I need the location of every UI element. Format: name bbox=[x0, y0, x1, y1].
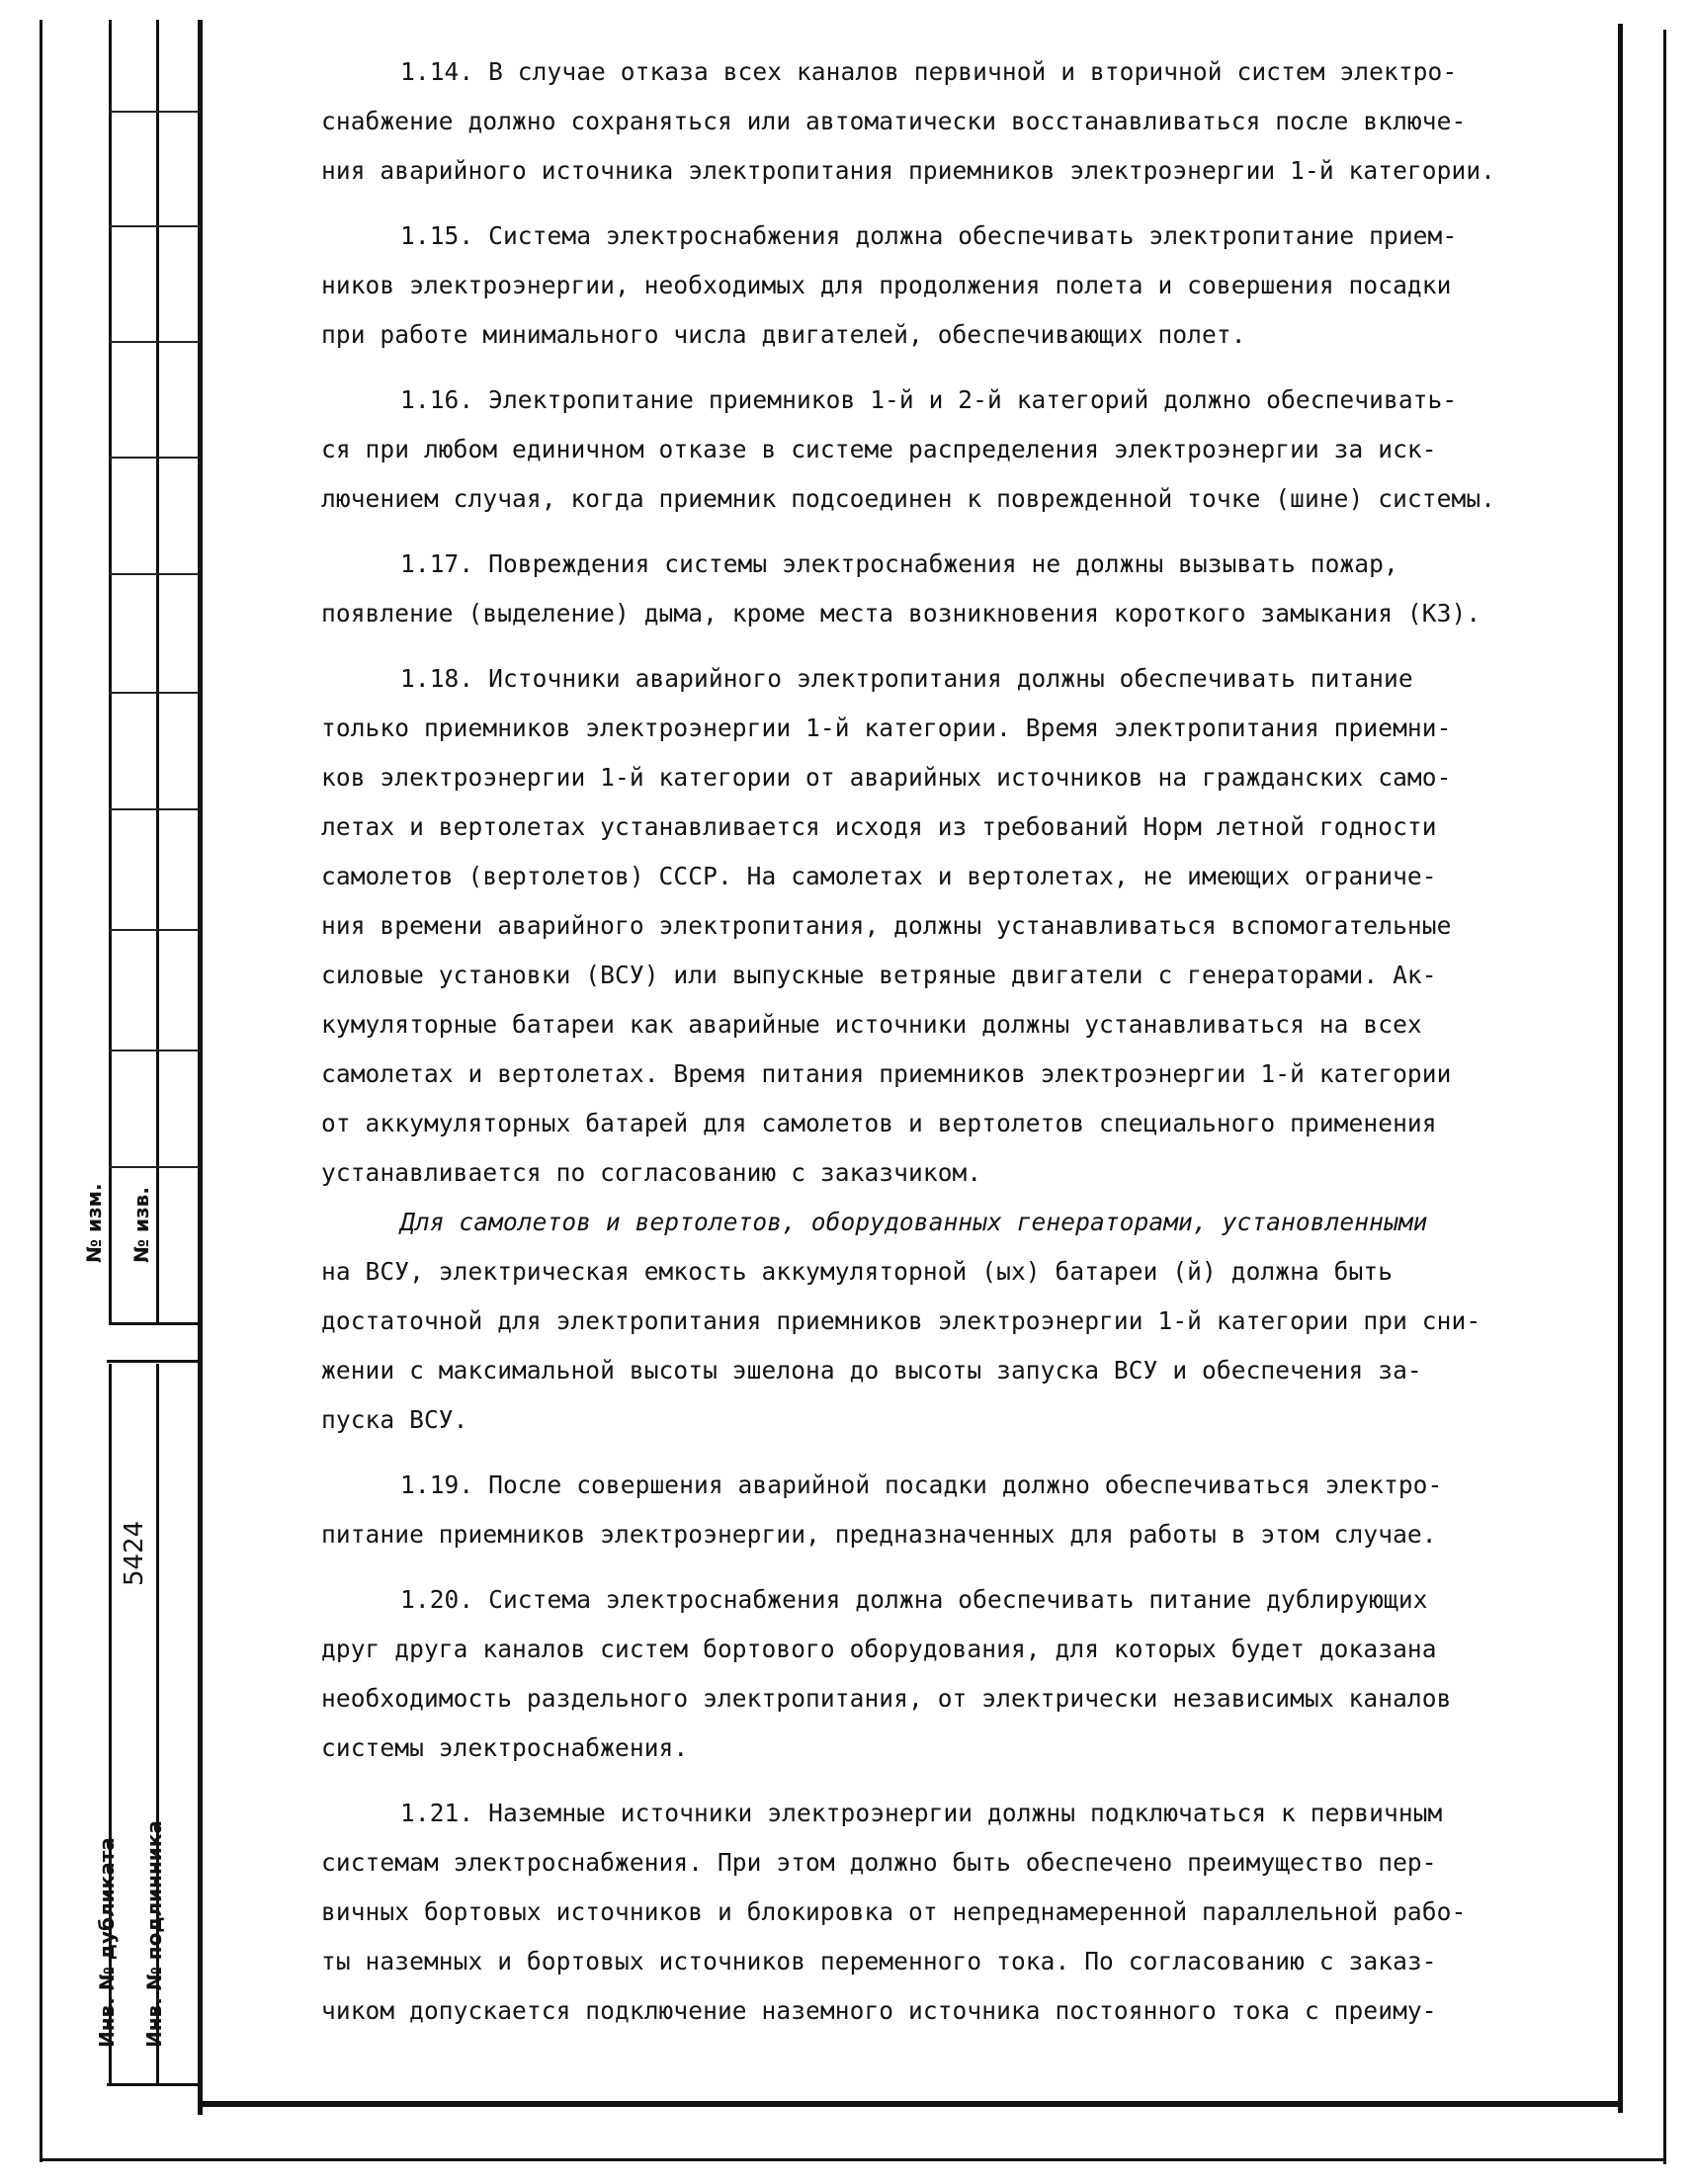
frame-line bbox=[109, 1322, 202, 1325]
paragraph-1-15: 1.15. Система электроснабжения должна обеспечивать электропитание прием- ников электроэнергии, необходимых для продолжения полета и совершения посадки при работе минимального числа двигателей, обеспечивающих полет. bbox=[321, 221, 1458, 349]
sidebar-divider bbox=[109, 808, 200, 810]
label-izv: № изв. bbox=[129, 1187, 153, 1263]
paragraph-1-19: 1.19. После совершения аварийной посадки должно обеспечиваться электро- питание приемников электроэнергии, предназначенных для работы в этом случае. bbox=[321, 1470, 1443, 1549]
paragraph-1-18-continued: Для самолетов и вертолетов, оборудованных генераторами, установленными на ВСУ, электрическая емкость аккумуляторной (ых) батареи (й) должна быть достаточной для электропитания приемников электроэнергии 1-й категории при сни- жении с максимальной высоты эшелона до высоты запуска ВСУ и обеспечения за- пуска ВСУ. bbox=[321, 1208, 1481, 1434]
sidebar-divider bbox=[109, 929, 200, 931]
sidebar-divider bbox=[109, 1166, 200, 1168]
frame-line bbox=[107, 1360, 202, 1363]
frame-line bbox=[109, 20, 112, 1322]
sidebar-divider bbox=[109, 111, 200, 113]
sidebar-divider bbox=[109, 692, 200, 694]
label-inv-dubl: Инв. № дубликата bbox=[95, 1837, 119, 2048]
paragraph-1-14: 1.14. В случае отказа всех каналов первичной и вторичной систем электро- снабжение должно сохраняться или автоматически восстанавливаться после включе- ния аварийного источника электропитания приемников электроэнергии 1-й категории. bbox=[321, 57, 1496, 185]
sidebar-divider bbox=[109, 1050, 200, 1051]
frame-line bbox=[107, 2083, 202, 2086]
paragraph-1-16: 1.16. Электропитание приемников 1-й и 2-й категорий должно обеспечивать- ся при любом единичном отказе в системе распределения электроэнергии за иск- лючением случая, когда приемник подсоединен к поврежденной точке (шине) системы. bbox=[321, 385, 1496, 513]
paragraph-1-20: 1.20. Система электроснабжения должна обеспечивать питание дублирующих друг друга каналов систем бортового оборудования, для которых будет доказана необходимость раздельного электропитания, от электрически независимых каналов системы электроснабжения. bbox=[321, 1585, 1452, 1762]
sidebar-divider bbox=[109, 457, 200, 459]
sidebar-divider bbox=[109, 341, 200, 343]
frame-line bbox=[156, 20, 159, 1322]
label-inv-podl: Инв. № подлинника bbox=[142, 1820, 166, 2048]
paragraph-1-21: 1.21. Наземные источники электроэнергии должны подключаться к первичным системам электроснабжения. При этом должно быть обеспечено преимущество пер- вичных бортовых источников и блокировка от непреднамеренной параллельной рабо- ты наземных и бортовых источников переменного тока. По согласованию с заказ- чиком допускается подключение наземного источника постоянного тока с преиму- bbox=[321, 1799, 1467, 2025]
sidebar-divider bbox=[109, 225, 200, 227]
sidebar-divider bbox=[109, 573, 200, 575]
paragraph-1-18: 1.18. Источники аварийного электропитания должны обеспечивать питание только приемников электроэнергии 1-й категории. Время электропитания приемни- ков электроэнергии 1-й категории от аварийных источников на гражданских само- летах и вертолетах устанавливается исходя из требований Норм летной годности самолетов (вертолетов) СССР. На самолетах и вертолетах, не имеющих ограниче- ния времени аварийного электропитания, должны устанавливаться вспомогательные силовые установки (ВСУ) или выпускные ветряные двигатели с генераторами. Ак- кумуляторные батареи как аварийные источники должны устанавливаться на всех самолетах и вертолетах. Время питания приемников электроэнергии 1-й категории от аккумуляторных батарей для самолетов и вертолетов специального применения устанавливается по согласованию с заказчиком. bbox=[321, 664, 1452, 1187]
paragraph-1-17: 1.17. Повреждения системы электроснабжения не должны вызывать пожар, появление (выделение) дыма, кроме места возникновения короткого замыкания (КЗ). bbox=[321, 549, 1481, 628]
frame-line bbox=[198, 20, 203, 2115]
frame-line bbox=[1618, 24, 1623, 2113]
frame-line bbox=[40, 2158, 1666, 2161]
frame-line bbox=[40, 20, 42, 2162]
frame-line bbox=[198, 2101, 1621, 2107]
inv-number: 5424 bbox=[120, 1520, 149, 1586]
frame-line bbox=[1663, 30, 1666, 2164]
label-izm: № изм. bbox=[82, 1183, 106, 1263]
document-body bbox=[321, 47, 1557, 2052]
